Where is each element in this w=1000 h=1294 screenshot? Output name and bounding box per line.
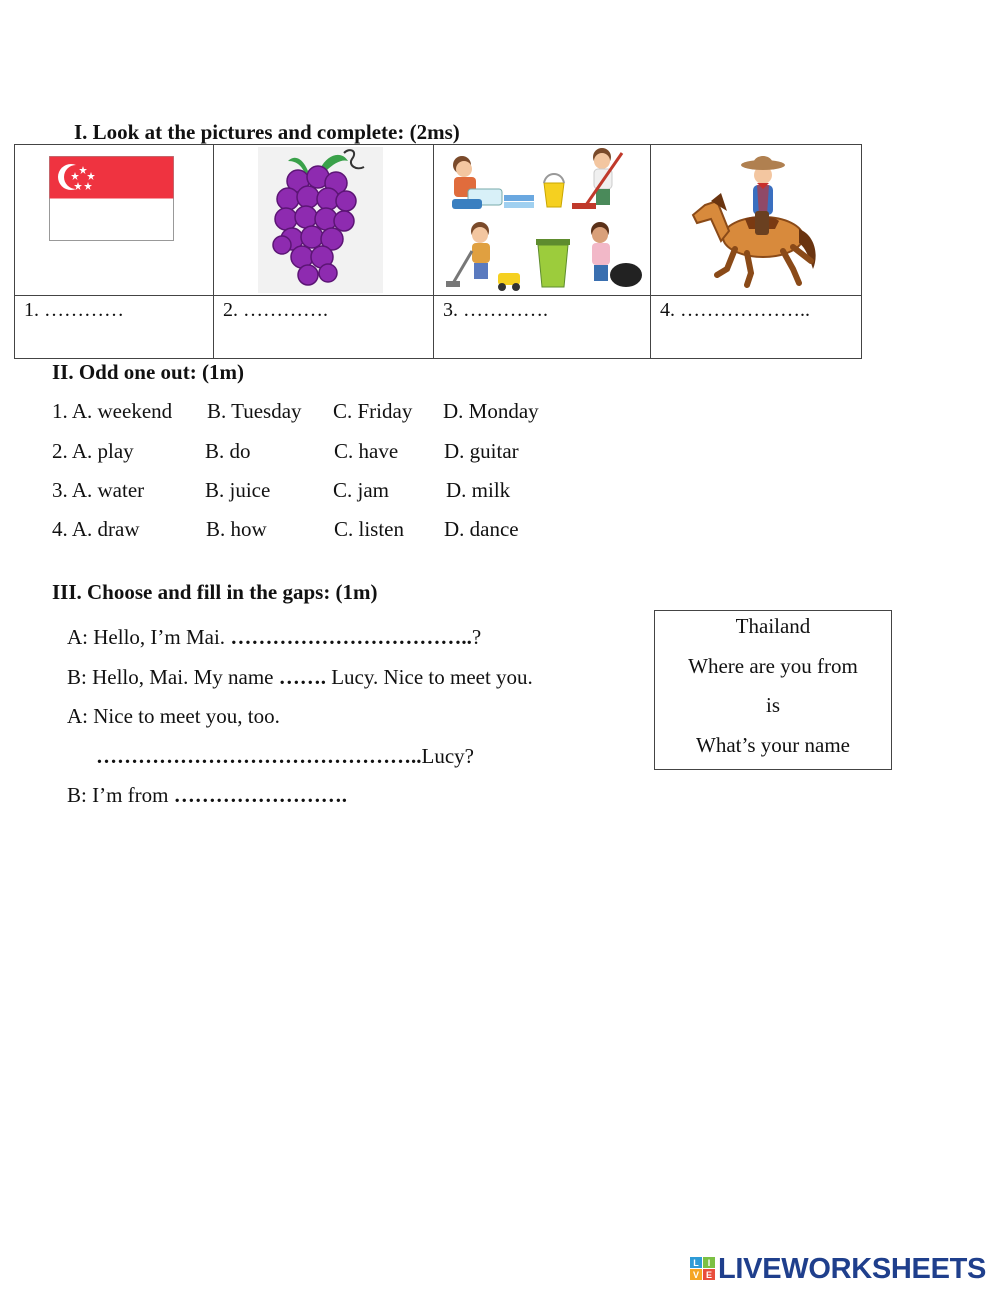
liveworksheets-logo (690, 1252, 986, 1286)
option-d[interactable]: D. milk (446, 478, 511, 502)
answer-blank-2[interactable]: 2. …………. (214, 296, 434, 359)
dialogue-line-1 (67, 625, 481, 650)
picture-cell-4 (651, 145, 862, 296)
option-c[interactable]: C. jam (333, 478, 389, 502)
dialogue-line-2 (67, 665, 533, 690)
badge-letter: L (693, 1258, 699, 1268)
fill-blank-3[interactable]: ……………………………………….. (96, 744, 422, 768)
section-2-heading: II. Odd one out: (1m) (52, 360, 244, 384)
option-c[interactable]: C. listen (334, 517, 405, 541)
option-d[interactable]: D. Monday (443, 399, 539, 423)
word-option[interactable]: What’s your name (696, 732, 850, 757)
picture-cell-2 (214, 145, 434, 296)
word-option[interactable]: Thailand (735, 614, 811, 638)
option-d[interactable]: D. guitar (444, 439, 519, 463)
dialogue-line-4 (96, 744, 474, 769)
cowboy-riding-horse-icon (687, 145, 827, 293)
liveworksheets-badge-icon (690, 1257, 716, 1281)
singapore-flag-icon (49, 156, 174, 241)
pictures-table (14, 144, 862, 359)
option-a[interactable]: 1. A. weekend (52, 399, 173, 423)
option-c[interactable]: C. Friday (333, 399, 413, 423)
grapes-icon (258, 147, 383, 293)
word-option[interactable]: is (765, 693, 780, 717)
option-c[interactable]: C. have (334, 439, 399, 463)
housework-chores-icon (444, 147, 644, 293)
fill-blank-4[interactable]: ……………………. (173, 783, 347, 807)
dialogue-text: Lucy? (421, 744, 474, 768)
dialogue-text: B: Hello, Mai. My name (67, 665, 279, 689)
fill-blank-2[interactable]: ……. (278, 665, 326, 689)
picture-cell-1 (15, 145, 214, 296)
dialogue-text: ? (471, 625, 482, 649)
option-a[interactable]: 3. A. water (52, 478, 145, 502)
option-b[interactable]: B. juice (205, 478, 271, 502)
badge-letter: V (692, 1270, 700, 1280)
picture-cell-3 (434, 145, 651, 296)
option-b[interactable]: B. how (206, 517, 267, 541)
dialogue-line-3: A: Nice to meet you, too. (67, 704, 280, 728)
section-3-heading: III. Choose and fill in the gaps: (1m) (52, 580, 378, 604)
answer-blank-3[interactable]: 3. …………. (434, 296, 651, 359)
dialogue-text: B: I’m from (67, 783, 174, 807)
dialogue-text: A: Hello, I’m Mai. (67, 625, 231, 649)
answer-blank-4[interactable]: 4. ……………….. (651, 296, 862, 359)
section-1-heading: I. Look at the pictures and complete: (2ms) (74, 120, 460, 144)
option-a[interactable]: 2. A. play (52, 439, 134, 463)
option-b[interactable]: B. Tuesday (207, 399, 302, 423)
fill-blank-1[interactable]: …………………………….. (230, 625, 472, 649)
badge-letter: E (705, 1270, 713, 1280)
badge-letter: I (707, 1258, 711, 1268)
dialogue-text: Lucy. Nice to meet you. (325, 665, 533, 689)
word-option[interactable]: Where are you from (688, 653, 858, 678)
answer-blank-1[interactable]: 1. ………… (15, 296, 214, 359)
word-box (654, 610, 892, 770)
option-a[interactable]: 4. A. draw (52, 517, 140, 541)
option-d[interactable]: D. dance (444, 517, 519, 541)
dialogue-line-5 (67, 783, 347, 808)
logo-text: LIVEWORKSHEETS (718, 1252, 987, 1285)
option-b[interactable]: B. do (205, 439, 251, 463)
